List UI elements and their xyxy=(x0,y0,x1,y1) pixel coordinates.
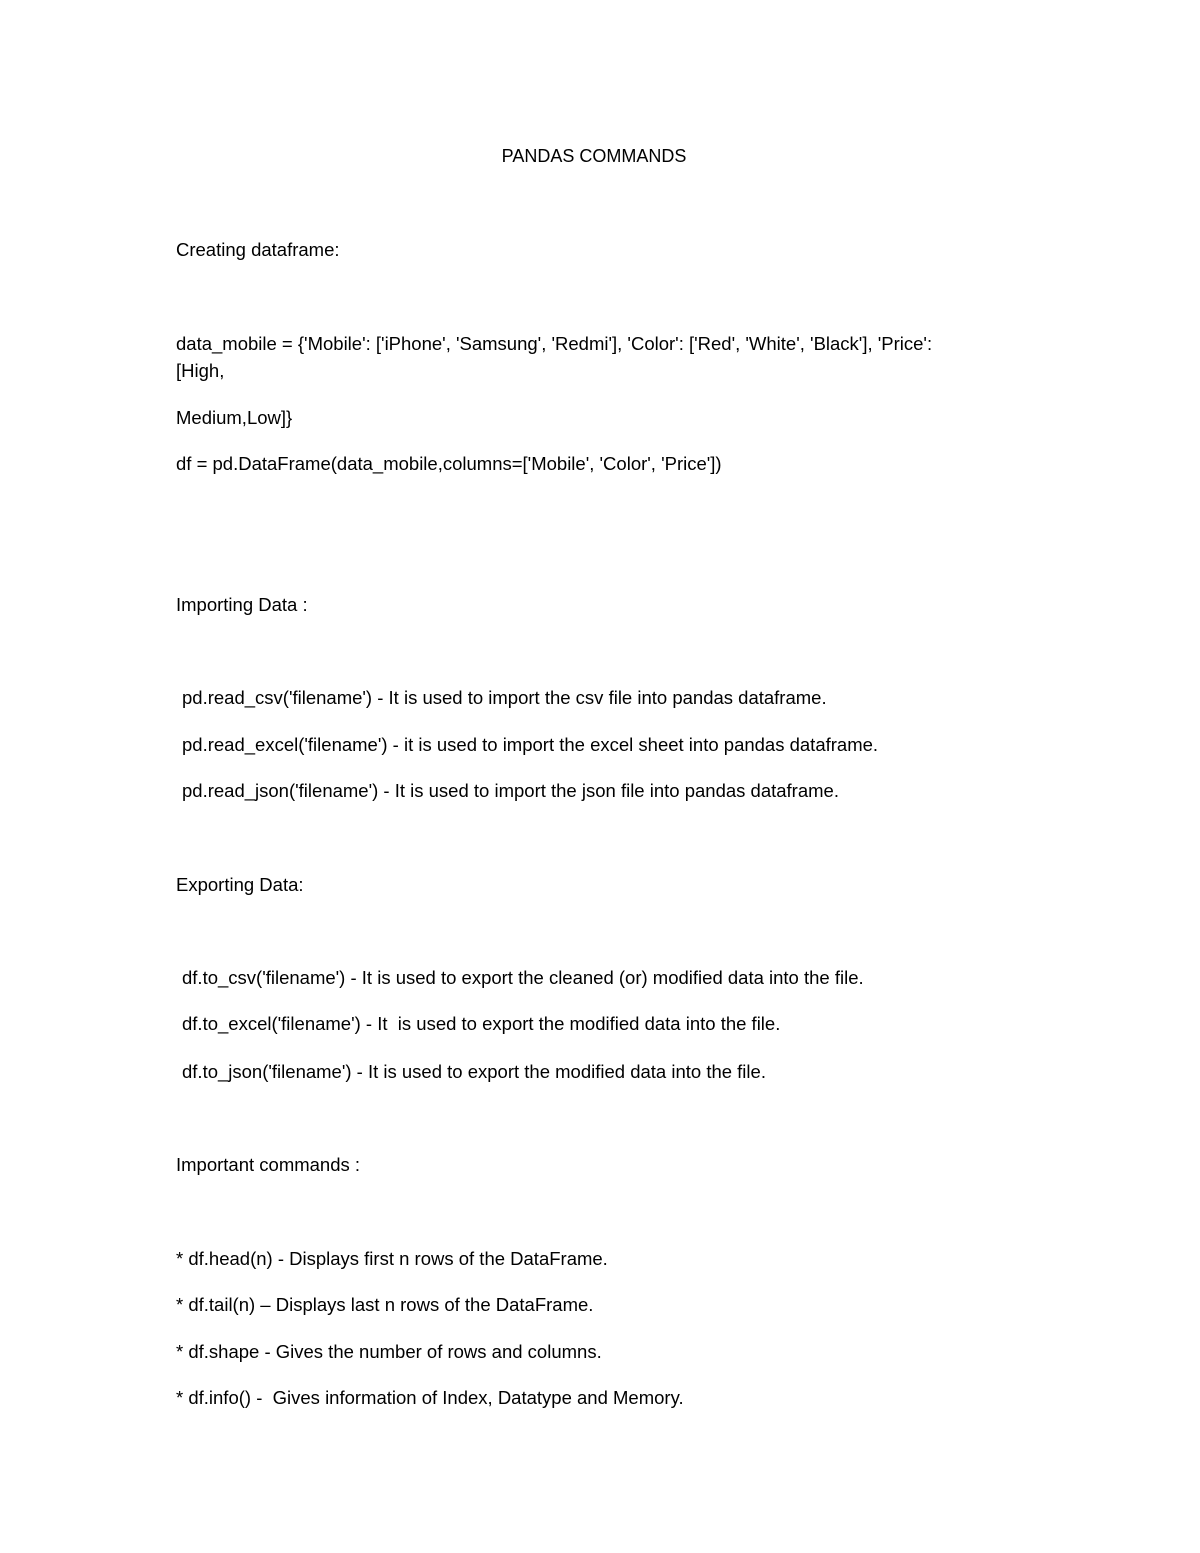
code-line: df = pd.DataFrame(data_mobile,columns=['Mobile', 'Color', 'Price']) xyxy=(176,453,722,474)
list-item: pd.read_excel('filename') - it is used to import the excel sheet into pandas dataframe. xyxy=(182,734,879,755)
list-item: * df.tail(n) – Displays last n rows of the DataFrame. xyxy=(176,1294,594,1315)
list-item: * df.info() - Gives information of Index, Datatype and Memory. xyxy=(176,1387,684,1408)
list-item: * df.shape - Gives the number of rows and columns. xyxy=(176,1341,602,1362)
list-item: pd.read_csv('filename') - It is used to import the csv file into pandas dataframe. xyxy=(182,687,827,708)
list-item: pd.read_json('filename') - It is used to import the json file into pandas dataframe. xyxy=(182,780,839,801)
code-line: Medium,Low]} xyxy=(176,407,293,428)
code-line: data_mobile = {'Mobile': ['iPhone', 'Samsung', 'Redmi'], 'Color': ['Red', 'White', 'Black'], 'Price': xyxy=(176,333,933,354)
code-line: [High, xyxy=(176,360,225,381)
list-item: df.to_json('filename') - It is used to export the modified data into the file. xyxy=(182,1061,766,1082)
section-heading-exporting: Exporting Data: xyxy=(176,874,304,895)
document-title: PANDAS COMMANDS xyxy=(501,146,687,166)
list-item: * df.head(n) - Displays first n rows of the DataFrame. xyxy=(176,1248,608,1269)
list-item: df.to_csv('filename') - It is used to export the cleaned (or) modified data into the file. xyxy=(182,967,864,988)
section-heading-creating: Creating dataframe: xyxy=(176,239,340,260)
section-heading-importing: Importing Data : xyxy=(176,594,308,615)
list-item: df.to_excel('filename') - It is used to export the modified data into the file. xyxy=(182,1013,781,1034)
section-heading-important: Important commands : xyxy=(176,1154,361,1175)
